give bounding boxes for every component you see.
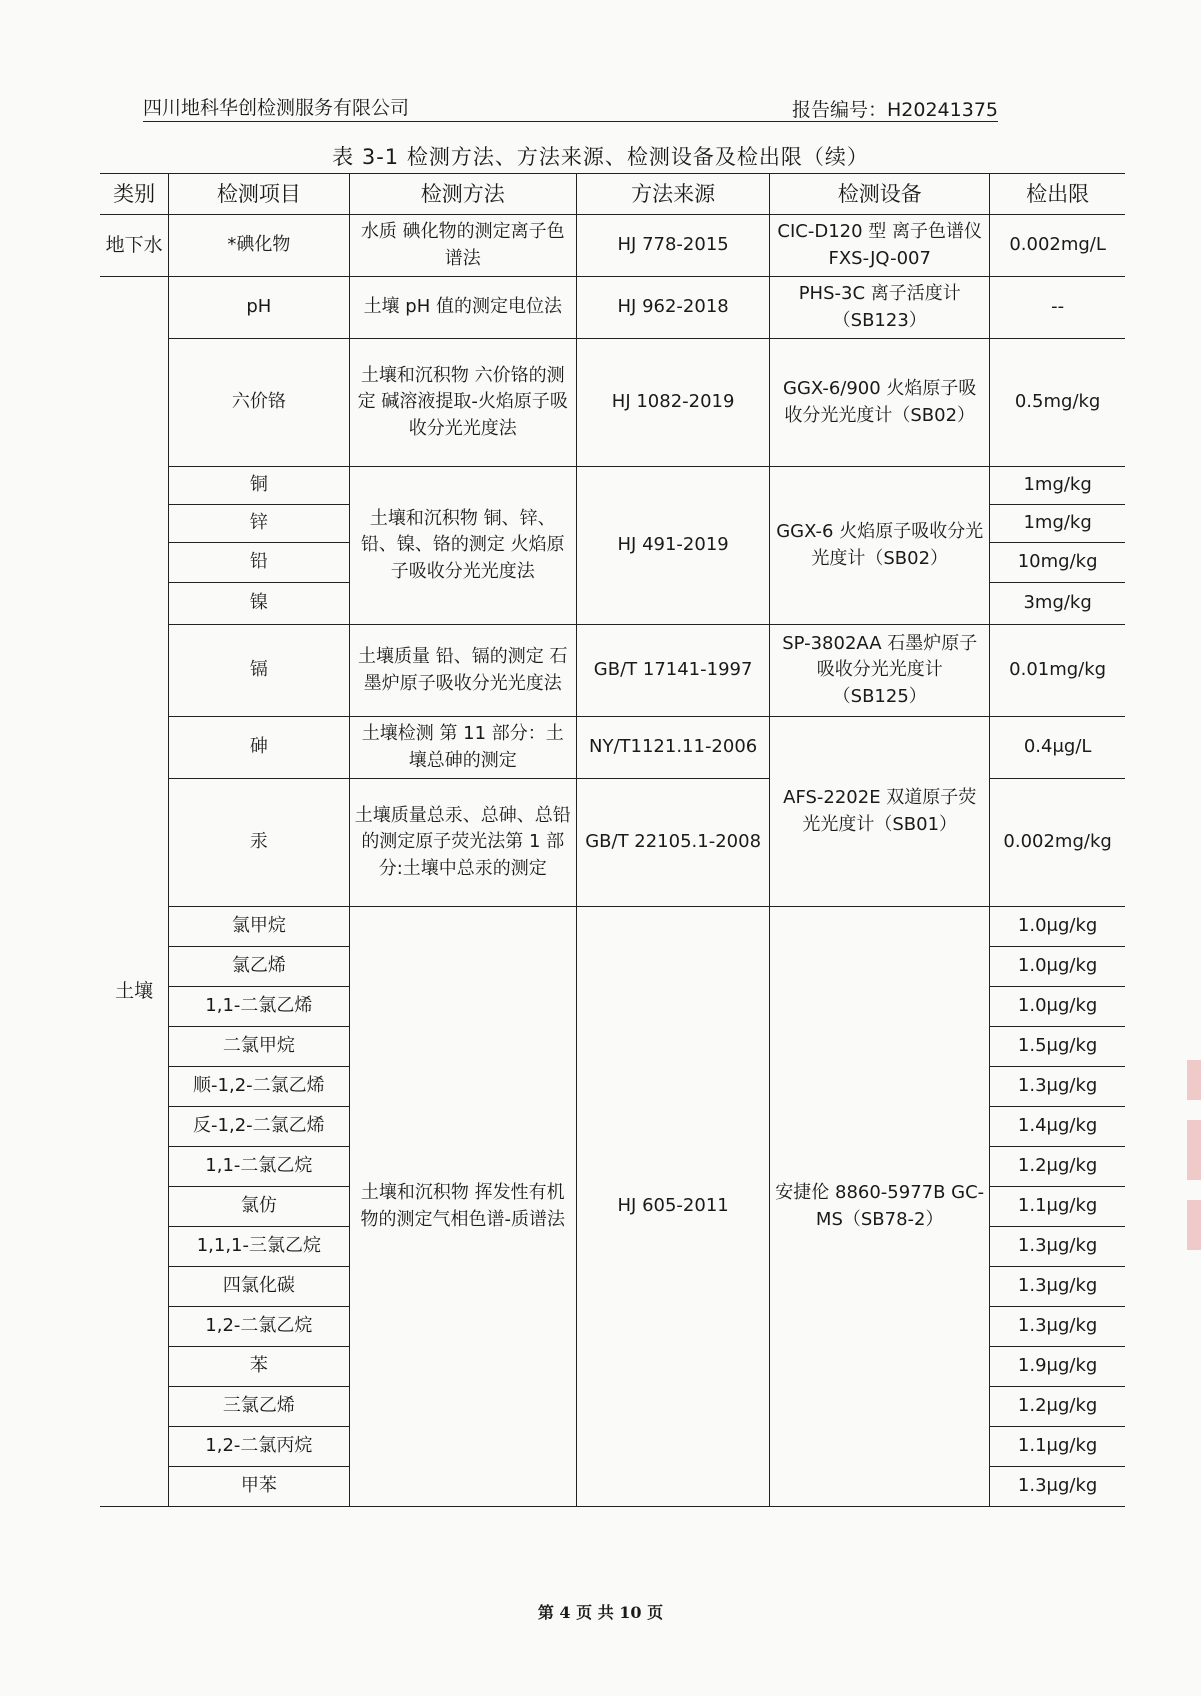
item-cell: 1,1-二氯乙烯 — [169, 987, 349, 1027]
limit-cell: 1.2μg/kg — [990, 1147, 1125, 1187]
limit-cell: 1mg/kg — [990, 467, 1125, 505]
limit-cell: 1.4μg/kg — [990, 1107, 1125, 1147]
seal-edge-mark — [1187, 1060, 1201, 1100]
table-row — [100, 717, 1125, 779]
source-cell: NY/T1121.11-2006 — [577, 717, 770, 779]
item-cell: 二氯甲烷 — [169, 1027, 349, 1067]
equipment-cell: AFS-2202E 双道原子荧光光度计（SB01） — [770, 717, 990, 907]
equipment-cell: PHS-3C 离子活度计（SB123） — [770, 277, 990, 339]
limit-cell: 1.9μg/kg — [990, 1347, 1125, 1387]
detection-methods-table — [100, 173, 1125, 1507]
limit-cell: 1.1μg/kg — [990, 1427, 1125, 1467]
source-cell: HJ 605-2011 — [577, 907, 770, 1507]
item-cell: 锌 — [169, 505, 349, 543]
equipment-cell: GGX-6 火焰原子吸收分光光度计（SB02） — [770, 467, 990, 625]
table-row — [100, 625, 1125, 717]
col-header-category: 类别 — [100, 174, 169, 215]
limit-cell: 1.3μg/kg — [990, 1267, 1125, 1307]
equipment-cell: SP-3802AA 石墨炉原子吸收分光光度计（SB125） — [770, 625, 990, 717]
limit-cell: 3mg/kg — [990, 583, 1125, 625]
limit-cell: 1.0μg/kg — [990, 947, 1125, 987]
col-header-method: 检测方法 — [349, 174, 577, 215]
limit-cell: 1.3μg/kg — [990, 1067, 1125, 1107]
col-header-source: 方法来源 — [577, 174, 770, 215]
table-row — [100, 467, 1125, 505]
source-cell: HJ 1082-2019 — [577, 339, 770, 467]
limit-cell: 0.4μg/L — [990, 717, 1125, 779]
equipment-cell: GGX-6/900 火焰原子吸收分光光度计（SB02） — [770, 339, 990, 467]
limit-cell: 1.1μg/kg — [990, 1187, 1125, 1227]
method-cell: 土壤和沉积物 挥发性有机物的测定气相色谱-质谱法 — [349, 907, 577, 1507]
item-cell: 苯 — [169, 1347, 349, 1387]
item-cell: 氯乙烯 — [169, 947, 349, 987]
seal-edge-mark — [1187, 1200, 1201, 1250]
item-cell: 1,2-二氯丙烷 — [169, 1427, 349, 1467]
table-row — [100, 339, 1125, 467]
method-cell: 水质 碘化物的测定离子色谱法 — [349, 215, 577, 277]
limit-cell: 1.0μg/kg — [990, 987, 1125, 1027]
table-title: 表 3-1 检测方法、方法来源、检测设备及检出限（续） — [332, 145, 869, 169]
item-cell: 1,1-二氯乙烷 — [169, 1147, 349, 1187]
source-cell: HJ 962-2018 — [577, 277, 770, 339]
limit-cell: 1.3μg/kg — [990, 1467, 1125, 1507]
method-cell: 土壤 pH 值的测定电位法 — [349, 277, 577, 339]
source-cell: GB/T 17141-1997 — [577, 625, 770, 717]
category-groundwater: 地下水 — [100, 215, 169, 277]
category-soil: 土壤 — [100, 277, 169, 1507]
limit-cell: -- — [990, 277, 1125, 339]
item-cell: 铜 — [169, 467, 349, 505]
item-cell: 1,2-二氯乙烷 — [169, 1307, 349, 1347]
table-row — [100, 215, 1125, 277]
source-cell: HJ 778-2015 — [577, 215, 770, 277]
limit-cell: 10mg/kg — [990, 543, 1125, 583]
limit-cell: 1mg/kg — [990, 505, 1125, 543]
method-cell: 土壤和沉积物 六价铬的测定 碱溶液提取-火焰原子吸收分光光度法 — [349, 339, 577, 467]
item-cell: 顺-1,2-二氯乙烯 — [169, 1067, 349, 1107]
method-cell: 土壤质量 铅、镉的测定 石墨炉原子吸收分光光度法 — [349, 625, 577, 717]
equipment-cell: CIC-D120 型 离子色谱仪 FXS-JQ-007 — [770, 215, 990, 277]
company-name: 四川地科华创检测服务有限公司 — [143, 97, 410, 119]
equipment-cell: 安捷伦 8860-5977B GC-MS（SB78-2） — [770, 907, 990, 1507]
item-cell: 1,1,1-三氯乙烷 — [169, 1227, 349, 1267]
table-header-row — [100, 174, 1125, 215]
seal-edge-mark — [1187, 1120, 1201, 1180]
item-cell: 氯甲烷 — [169, 907, 349, 947]
report-number: 报告编号：H20241375 — [792, 99, 998, 121]
col-header-limit: 检出限 — [990, 174, 1125, 215]
col-header-item: 检测项目 — [169, 174, 349, 215]
item-cell: 铅 — [169, 543, 349, 583]
page-number: 第 4 页 共 10 页 — [537, 1603, 664, 1622]
method-cell: 土壤和沉积物 铜、锌、铅、镍、铬的测定 火焰原子吸收分光光度法 — [349, 467, 577, 625]
item-cell: 甲苯 — [169, 1467, 349, 1507]
page-header — [143, 93, 998, 122]
item-cell: 三氯乙烯 — [169, 1387, 349, 1427]
item-cell: pH — [169, 277, 349, 339]
item-cell: 汞 — [169, 779, 349, 907]
item-cell: *碘化物 — [169, 215, 349, 277]
limit-cell: 1.0μg/kg — [990, 907, 1125, 947]
table-row — [100, 907, 1125, 947]
item-cell: 氯仿 — [169, 1187, 349, 1227]
limit-cell: 1.3μg/kg — [990, 1227, 1125, 1267]
limit-cell: 1.2μg/kg — [990, 1387, 1125, 1427]
source-cell: HJ 491-2019 — [577, 467, 770, 625]
table-row — [100, 277, 1125, 339]
limit-cell: 1.3μg/kg — [990, 1307, 1125, 1347]
col-header-equipment: 检测设备 — [770, 174, 990, 215]
item-cell: 反-1,2-二氯乙烯 — [169, 1107, 349, 1147]
item-cell: 镍 — [169, 583, 349, 625]
method-cell: 土壤质量总汞、总砷、总铅的测定原子荧光法第 1 部分:土壤中总汞的测定 — [349, 779, 577, 907]
source-cell: GB/T 22105.1-2008 — [577, 779, 770, 907]
method-cell: 土壤检测 第 11 部分：土壤总砷的测定 — [349, 717, 577, 779]
item-cell: 六价铬 — [169, 339, 349, 467]
limit-cell: 0.5mg/kg — [990, 339, 1125, 467]
limit-cell: 0.002mg/L — [990, 215, 1125, 277]
limit-cell: 1.5μg/kg — [990, 1027, 1125, 1067]
limit-cell: 0.002mg/kg — [990, 779, 1125, 907]
item-cell: 四氯化碳 — [169, 1267, 349, 1307]
limit-cell: 0.01mg/kg — [990, 625, 1125, 717]
item-cell: 砷 — [169, 717, 349, 779]
item-cell: 镉 — [169, 625, 349, 717]
